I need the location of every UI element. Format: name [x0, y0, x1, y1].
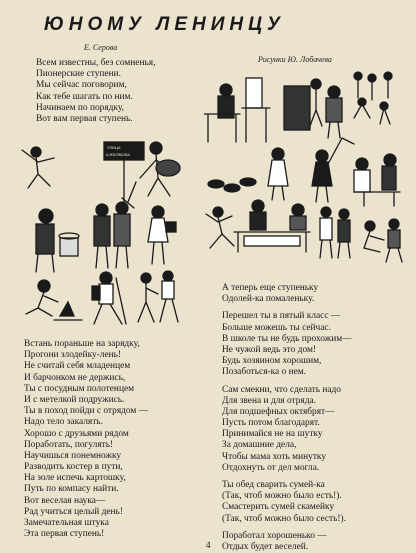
street-sign-line-1: УЛИЦА [107, 145, 121, 150]
verse-line: Встань пораньше на зарядку, [24, 339, 140, 349]
illustrator-credit: Рисунки Ю. Лобачева [258, 55, 332, 64]
verse-line: Больше можешь ты сейчас. [222, 322, 331, 333]
bucket-child-figure [36, 209, 79, 272]
verse-line: Вот вам первая ступень. [36, 113, 133, 124]
verse-line: Рад учиться целый день! [24, 506, 123, 517]
workbench-group-figures [234, 200, 310, 252]
verse-line: А теперь еще ступеньку [222, 283, 319, 293]
verse-second-step [222, 283, 352, 553]
verse-line: Одолей-ка помаленьку. [222, 294, 315, 305]
verse-line: (Так, чтоб можно было есть!). [222, 491, 342, 502]
verse-line: Отдохнуть от дел могла. [222, 462, 320, 473]
hiking-child-figure [92, 272, 126, 324]
verse-line: Не чужой ведь это дом! [222, 344, 317, 355]
verse-line: Пионерские ступени. [36, 69, 121, 80]
verse-first-step [24, 339, 148, 540]
verse-line: Поработать, погулять! [24, 439, 114, 450]
verse-line: Всем известны, без сомненья, [36, 58, 156, 68]
boy-at-desk-figure [204, 78, 270, 142]
classroom-group-figures [284, 79, 342, 138]
verse-line: И барчонком не держись, [24, 372, 126, 383]
walking-boys-figures [138, 271, 178, 322]
uniformed-pioneers-figures [320, 207, 350, 258]
verse-line: Путь по компасу найти. [24, 484, 119, 495]
kneeling-boys-figures [364, 219, 402, 262]
verse-line: Перешел ты в пятый класс — [222, 311, 341, 322]
page-number: 4 [206, 540, 211, 550]
pioneer-flag-figure [312, 138, 354, 202]
cooking-girl-figure [268, 148, 288, 200]
verse-line: Прогони злодейку-лень! [24, 350, 122, 361]
parade-children-figures [354, 72, 392, 124]
verse-line: (Так, чтоб можно было сесть!). [222, 513, 346, 524]
verse-line: Не считай себя младенцем [24, 361, 131, 372]
verse-line: Надо тело закалять. [24, 417, 103, 428]
geese-figures [208, 178, 256, 192]
poem-title: ЮНОМУ ЛЕНИНЦУ [44, 14, 285, 35]
verse-line: Для звена и для отряда. [222, 395, 317, 406]
verse-line: Будь хозяином хорошим, [222, 356, 322, 367]
verse-line: Поработал хорошенько — [222, 530, 327, 541]
campfire-child-figure [26, 280, 82, 320]
verse-line: Начинаем по порядку, [36, 102, 124, 113]
street-sign-line-2: А.ЖЕЛЯБОВА [106, 153, 130, 157]
verse-line: Смастерить сумей скамейку [222, 502, 335, 513]
verse-line: Научишься понемножку [24, 450, 122, 461]
jumping-boy-figure [206, 207, 234, 248]
verse-line: Как тебе шагать по ним. [36, 91, 133, 102]
girl-figure [148, 206, 176, 264]
verse-line: Ты обед сварить сумей-ка [222, 480, 325, 490]
verse-line: Разводить костер в пути, [24, 462, 123, 473]
second-step-illustration [204, 68, 410, 280]
sawing-boy-figure [354, 154, 400, 206]
verse-line: Отдых будет веселей. [222, 541, 309, 552]
author-credit: Е. Серова [84, 43, 118, 52]
street-sign-graphic [104, 142, 144, 208]
verse-line: Хорошо с друзьями рядом [24, 428, 129, 439]
standing-children-figures [94, 202, 130, 268]
verse-line: Сам смекни, что сделать надо [222, 384, 341, 395]
verse-line: Ты в поход пойди с отрядом — [24, 406, 149, 417]
verse-line: Ты с посудным полотенцем [24, 383, 135, 394]
verse-line: Вот веселая наука— [24, 495, 106, 506]
first-step-illustration [8, 138, 208, 333]
verse-line: За домашние дела, [222, 440, 297, 451]
verse-intro [36, 58, 155, 125]
verse-line: Мы сейчас поговорим, [36, 80, 127, 91]
verse-line: Для подшефных октябрят— [222, 406, 335, 417]
verse-line: На золе испечь картошку, [24, 473, 126, 484]
verse-line: И с метелкой подружись. [24, 394, 125, 405]
verse-line: Позаботься-ка о нем. [222, 367, 307, 378]
verse-line: Принимайся не на шутку [222, 429, 323, 440]
verse-line: Чтобы мама хоть минутку [222, 451, 327, 462]
exercising-child-figure [22, 147, 54, 188]
verse-line: В школе ты не будь прохожим— [222, 333, 352, 344]
verse-line: Замечательная штука [24, 518, 109, 528]
verse-line: Пусть потом благодарят. [222, 418, 320, 429]
verse-line: Эта первая ступень! [24, 529, 105, 540]
